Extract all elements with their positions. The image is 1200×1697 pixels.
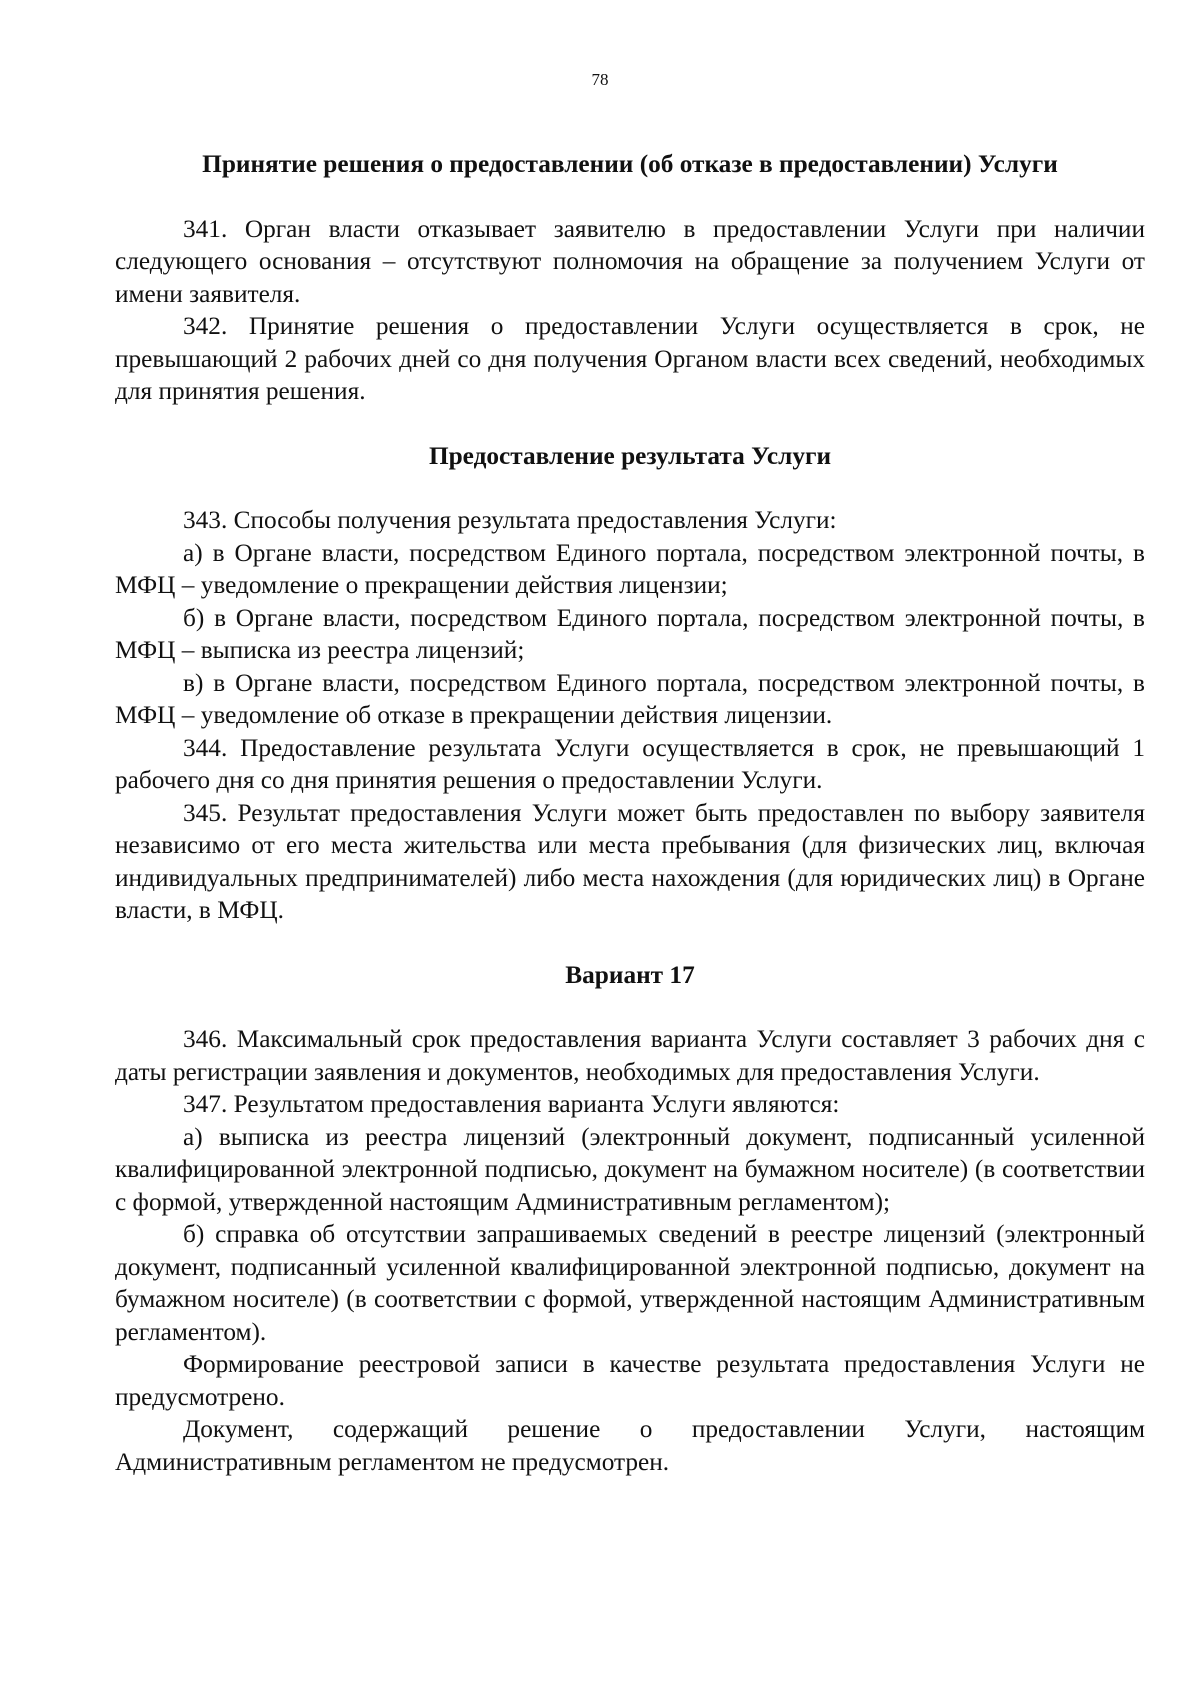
paragraph-347-b: б) справка об отсутствии запрашиваемых сведений в реестре лицензий (электронный документ, подписанный усиленной квалифицированной электронной подписью, документ на бумажном носителе) (в соответствии с формой, утвержденной настоящим Административным регламентом). (115, 1220, 1145, 1346)
paragraph-347-a: а) выписка из реестра лицензий (электронный документ, подписанный усиленной квалифицированной электронной подписью, документ на бумажном носителе) (в соответствии с формой, утвержденной настоящим Административным регламентом); (115, 1122, 1145, 1216)
spacer (115, 408, 1145, 440)
section-heading-decision: Принятие решения о предоставлении (об отказе в предоставлении) Услуги (202, 150, 1058, 178)
spacer (115, 991, 1145, 1023)
section-heading-result: Предоставление результата Услуги (428, 441, 832, 470)
document-body (115, 148, 1145, 1478)
paragraph-343: 343. Способы получения результата предоставления Услуги: (183, 506, 837, 534)
spacer (115, 472, 1145, 504)
paragraph-decision-document: Документ, содержащий решение о предоставлении Услуги, настоящим Административным регламентом не предусмотрен. (115, 1415, 1145, 1476)
section-heading-variant-17: Вариант 17 (565, 960, 695, 989)
paragraph-344: 344. Предоставление результата Услуги осуществляется в срок, не превышающий 1 рабочего дня со дня принятия решения о предоставлении Услуги. (115, 733, 1145, 794)
spacer (115, 927, 1145, 959)
page-number: 78 (591, 70, 609, 89)
paragraph-342: 342. Принятие решения о предоставлении Услуги осуществляется в срок, не превышающий 2 рабочих дней со дня получения Органом власти всех сведений, необходимых для принятия решения. (115, 312, 1145, 405)
paragraph-347: 347. Результатом предоставления варианта Услуги являются: (183, 1090, 840, 1118)
paragraph-341: 341. Орган власти отказывает заявителю в предоставлении Услуги при наличии следующего основания – отсутствуют полномочия на обращение за получением Услуги от имени заявителя. (115, 214, 1145, 308)
paragraph-343-b: б) в Органе власти, посредством Единого портала, посредством электронной почты, в МФЦ – выписка из реестра лицензий; (115, 603, 1145, 664)
paragraph-346: 346. Максимальный срок предоставления варианта Услуги составляет 3 рабочих дня с даты регистрации заявления и документов, необходимых для предоставления Услуги. (115, 1025, 1145, 1086)
paragraph-registry-record: Формирование реестровой записи в качестве результата предоставления Услуги не предусмотрено. (115, 1350, 1145, 1411)
paragraph-343-c: в) в Органе власти, посредством Единого портала, посредством электронной почты, в МФЦ – уведомление об отказе в прекращении действия лицензии. (115, 668, 1145, 729)
paragraph-343-a: а) в Органе власти, посредством Единого портала, посредством электронной почты, в МФЦ – уведомление о прекращении действия лицензии; (115, 538, 1145, 599)
spacer (115, 181, 1145, 213)
paragraph-345: 345. Результат предоставления Услуги может быть предоставлен по выбору заявителя независимо от его места жительства или места пребывания (для физических лиц, включая индивидуальных предпринимателей) либо места нахождения (для юридических лиц) в Органе власти, в МФЦ. (115, 798, 1145, 924)
